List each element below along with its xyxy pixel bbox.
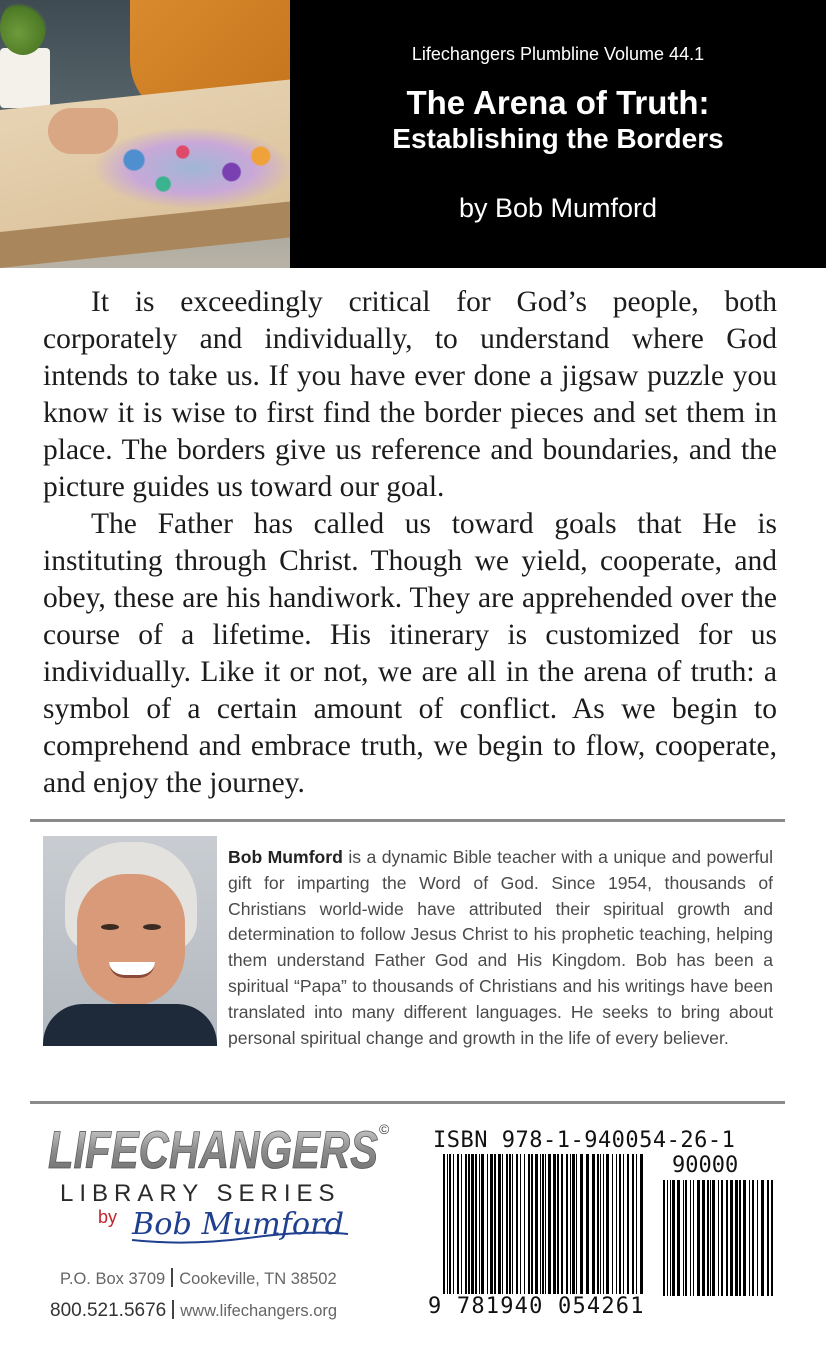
contact-line [50, 1300, 337, 1322]
barcode-bar [487, 1154, 488, 1296]
barcode-bar [494, 1154, 496, 1296]
barcode-bar [553, 1154, 556, 1296]
barcode-bar [570, 1154, 571, 1296]
bio-photo-spacer [43, 845, 228, 1051]
barcode-bar [576, 1154, 577, 1296]
title-line-2: Establishing the Borders [392, 123, 724, 154]
logo-copyright-mark: © [379, 1121, 390, 1137]
price-barcode [663, 1180, 777, 1310]
barcode-bar [490, 1154, 493, 1296]
barcode-bar [761, 1180, 764, 1296]
barcode-bar [730, 1180, 733, 1296]
series-line: Lifechangers Plumbline Volume 44.1 [411, 44, 705, 64]
barcode-bar [548, 1154, 551, 1296]
body-text [43, 284, 777, 802]
barcode-bar [545, 1154, 546, 1310]
barcode-bar [600, 1154, 601, 1296]
barcode-bar [693, 1180, 694, 1296]
barcode-bar [702, 1180, 705, 1296]
mailing-address [60, 1268, 337, 1289]
barcode-bar [739, 1180, 741, 1296]
barcode-bar [667, 1180, 668, 1296]
body-paragraph-2: The Father has called us toward goals that He is instituting through Christ. Though we yield, cooperate, and obey, these are his handiwork. They are apprehended over the course of a lifetime. His itinerary is customized for us individually. Like it or not, we are all in the arena of truth: a symbol of a certain amount of conflict. As we begin to comprehend and embrace truth, we begin to flow, cooperate, and enjoy the journey. [43, 508, 777, 799]
barcode-bar [516, 1154, 518, 1296]
barcode-bar [640, 1154, 643, 1310]
barcode-bar [616, 1154, 617, 1296]
barcode-bar [561, 1154, 563, 1296]
title-block [290, 0, 826, 268]
barcode-bar [468, 1154, 470, 1296]
barcode-bar [757, 1180, 758, 1296]
barcode-bar [542, 1154, 544, 1310]
barcode-bar [749, 1180, 750, 1296]
barcode-bar [447, 1154, 448, 1310]
barcode-bar [498, 1154, 501, 1296]
barcode-bar [528, 1154, 530, 1296]
bio-author-name: Bob Mumford [228, 847, 343, 867]
barcode-bar [572, 1154, 575, 1296]
barcode-bar [663, 1180, 665, 1296]
barcode-bar [453, 1154, 454, 1296]
barcode-bar [535, 1154, 538, 1296]
barcode-bar [479, 1154, 480, 1296]
barcode-bar [672, 1180, 675, 1296]
barcode-bar [524, 1154, 525, 1296]
barcode-bar [603, 1154, 604, 1296]
barcode-bar [586, 1154, 589, 1296]
isbn-digits: 9 781940 054261 [428, 1294, 645, 1319]
barcode-bar [461, 1154, 462, 1296]
barcode-bar [710, 1180, 711, 1296]
barcode-bar [707, 1180, 709, 1296]
barcode-bar [771, 1180, 773, 1296]
photo-puzzle-pieces [95, 128, 290, 208]
body-paragraph-1: It is exceedingly critical for God’s people, both corporately and individually, to understand where God intends to take us. If you have ever done a jigsaw puzzle you know it is wise to first find the border pieces and set them in place. The borders give us reference and boundaries, and the picture guides us toward our goal. [43, 286, 777, 503]
barcode-bar [683, 1180, 684, 1296]
author-byline: by Bob Mumford [458, 193, 658, 223]
barcode-bar [449, 1154, 451, 1296]
lifechangers-logo [46, 1118, 391, 1176]
barcode-bar [506, 1154, 508, 1296]
barcode-bar [512, 1154, 513, 1296]
isbn-barcode [443, 1154, 643, 1310]
barcode-bar [457, 1154, 459, 1296]
barcode-bar [718, 1180, 719, 1296]
isbn-label: ISBN 978-1-940054-26-1 [433, 1128, 736, 1153]
barcode-bar [540, 1154, 541, 1310]
cover-photo-jigsaw [0, 0, 290, 268]
barcode-bar [520, 1154, 521, 1296]
barcode-bar [767, 1180, 769, 1296]
barcode-bar [557, 1154, 559, 1296]
barcode-bar [636, 1154, 637, 1310]
barcode-bar [619, 1154, 621, 1296]
logo-wordmark: LIFECHANGERS [48, 1121, 378, 1176]
barcode-bar [632, 1154, 634, 1296]
barcode-bar [502, 1154, 503, 1296]
barcode-bar [752, 1180, 754, 1296]
bio-text: is a dynamic Bible teacher with a unique and powerful gift for imparting the Word of God. Since 1954, thousands of Christians world-wide have attributed their spiritual growth and determination to follow Jesus Christ to his prophetic teaching, helping them understand Father God and His Kingdom. Bob has been a spiritual “Papa” to thousands of Christians and his writings have been translated into many different languages. He seeks to bring about personal spiritual change and growth in the life of every believer. [228, 847, 773, 1048]
barcode-bar [726, 1180, 728, 1296]
photo-hand [48, 108, 118, 154]
barcode-bar [592, 1154, 595, 1296]
separator-bar [171, 1268, 173, 1287]
author-bio [43, 845, 773, 1051]
website: www.lifechangers.org [180, 1302, 338, 1320]
library-series: LIBRARY SERIES [60, 1180, 341, 1207]
price-code: 90000 [672, 1153, 739, 1178]
barcode-bar [735, 1180, 738, 1296]
phone-number: 800.521.5676 [50, 1300, 167, 1321]
photo-plant-pot [0, 48, 50, 108]
barcode-bar [443, 1154, 445, 1310]
divider-top [30, 819, 785, 822]
barcode-bar [697, 1180, 700, 1296]
barcode-bar [597, 1154, 599, 1296]
divider-bottom [30, 1101, 785, 1104]
barcode-bar [475, 1154, 477, 1296]
signature-text: Bob Mumford [130, 1207, 344, 1242]
barcode-bar [531, 1154, 533, 1296]
barcode-bar [721, 1180, 723, 1296]
barcode-bar [623, 1154, 624, 1296]
barcode-bar [481, 1154, 484, 1296]
barcode-bar [566, 1154, 568, 1296]
barcode-bar [471, 1154, 474, 1296]
barcode-bar [690, 1180, 691, 1296]
title-line-1: The Arena of Truth: [406, 84, 710, 121]
signature-bob-mumford [128, 1200, 353, 1248]
barcode-bar [670, 1180, 671, 1296]
barcode-bar [465, 1154, 467, 1296]
by-label: by [98, 1207, 118, 1227]
barcode-bar [685, 1180, 687, 1296]
barcode-bar [580, 1154, 583, 1296]
city-state-zip: Cookeville, TN 38502 [179, 1270, 337, 1288]
barcode-bar [712, 1180, 715, 1296]
barcode-bar [677, 1180, 680, 1296]
barcode-bar [606, 1154, 609, 1296]
barcode-bar [743, 1180, 746, 1296]
po-box: P.O. Box 3709 [60, 1270, 166, 1288]
barcode-bar [509, 1154, 511, 1296]
barcode-bar [612, 1154, 613, 1296]
separator-bar [172, 1300, 174, 1319]
photo-plant [0, 0, 46, 55]
barcode-bar [627, 1154, 629, 1296]
